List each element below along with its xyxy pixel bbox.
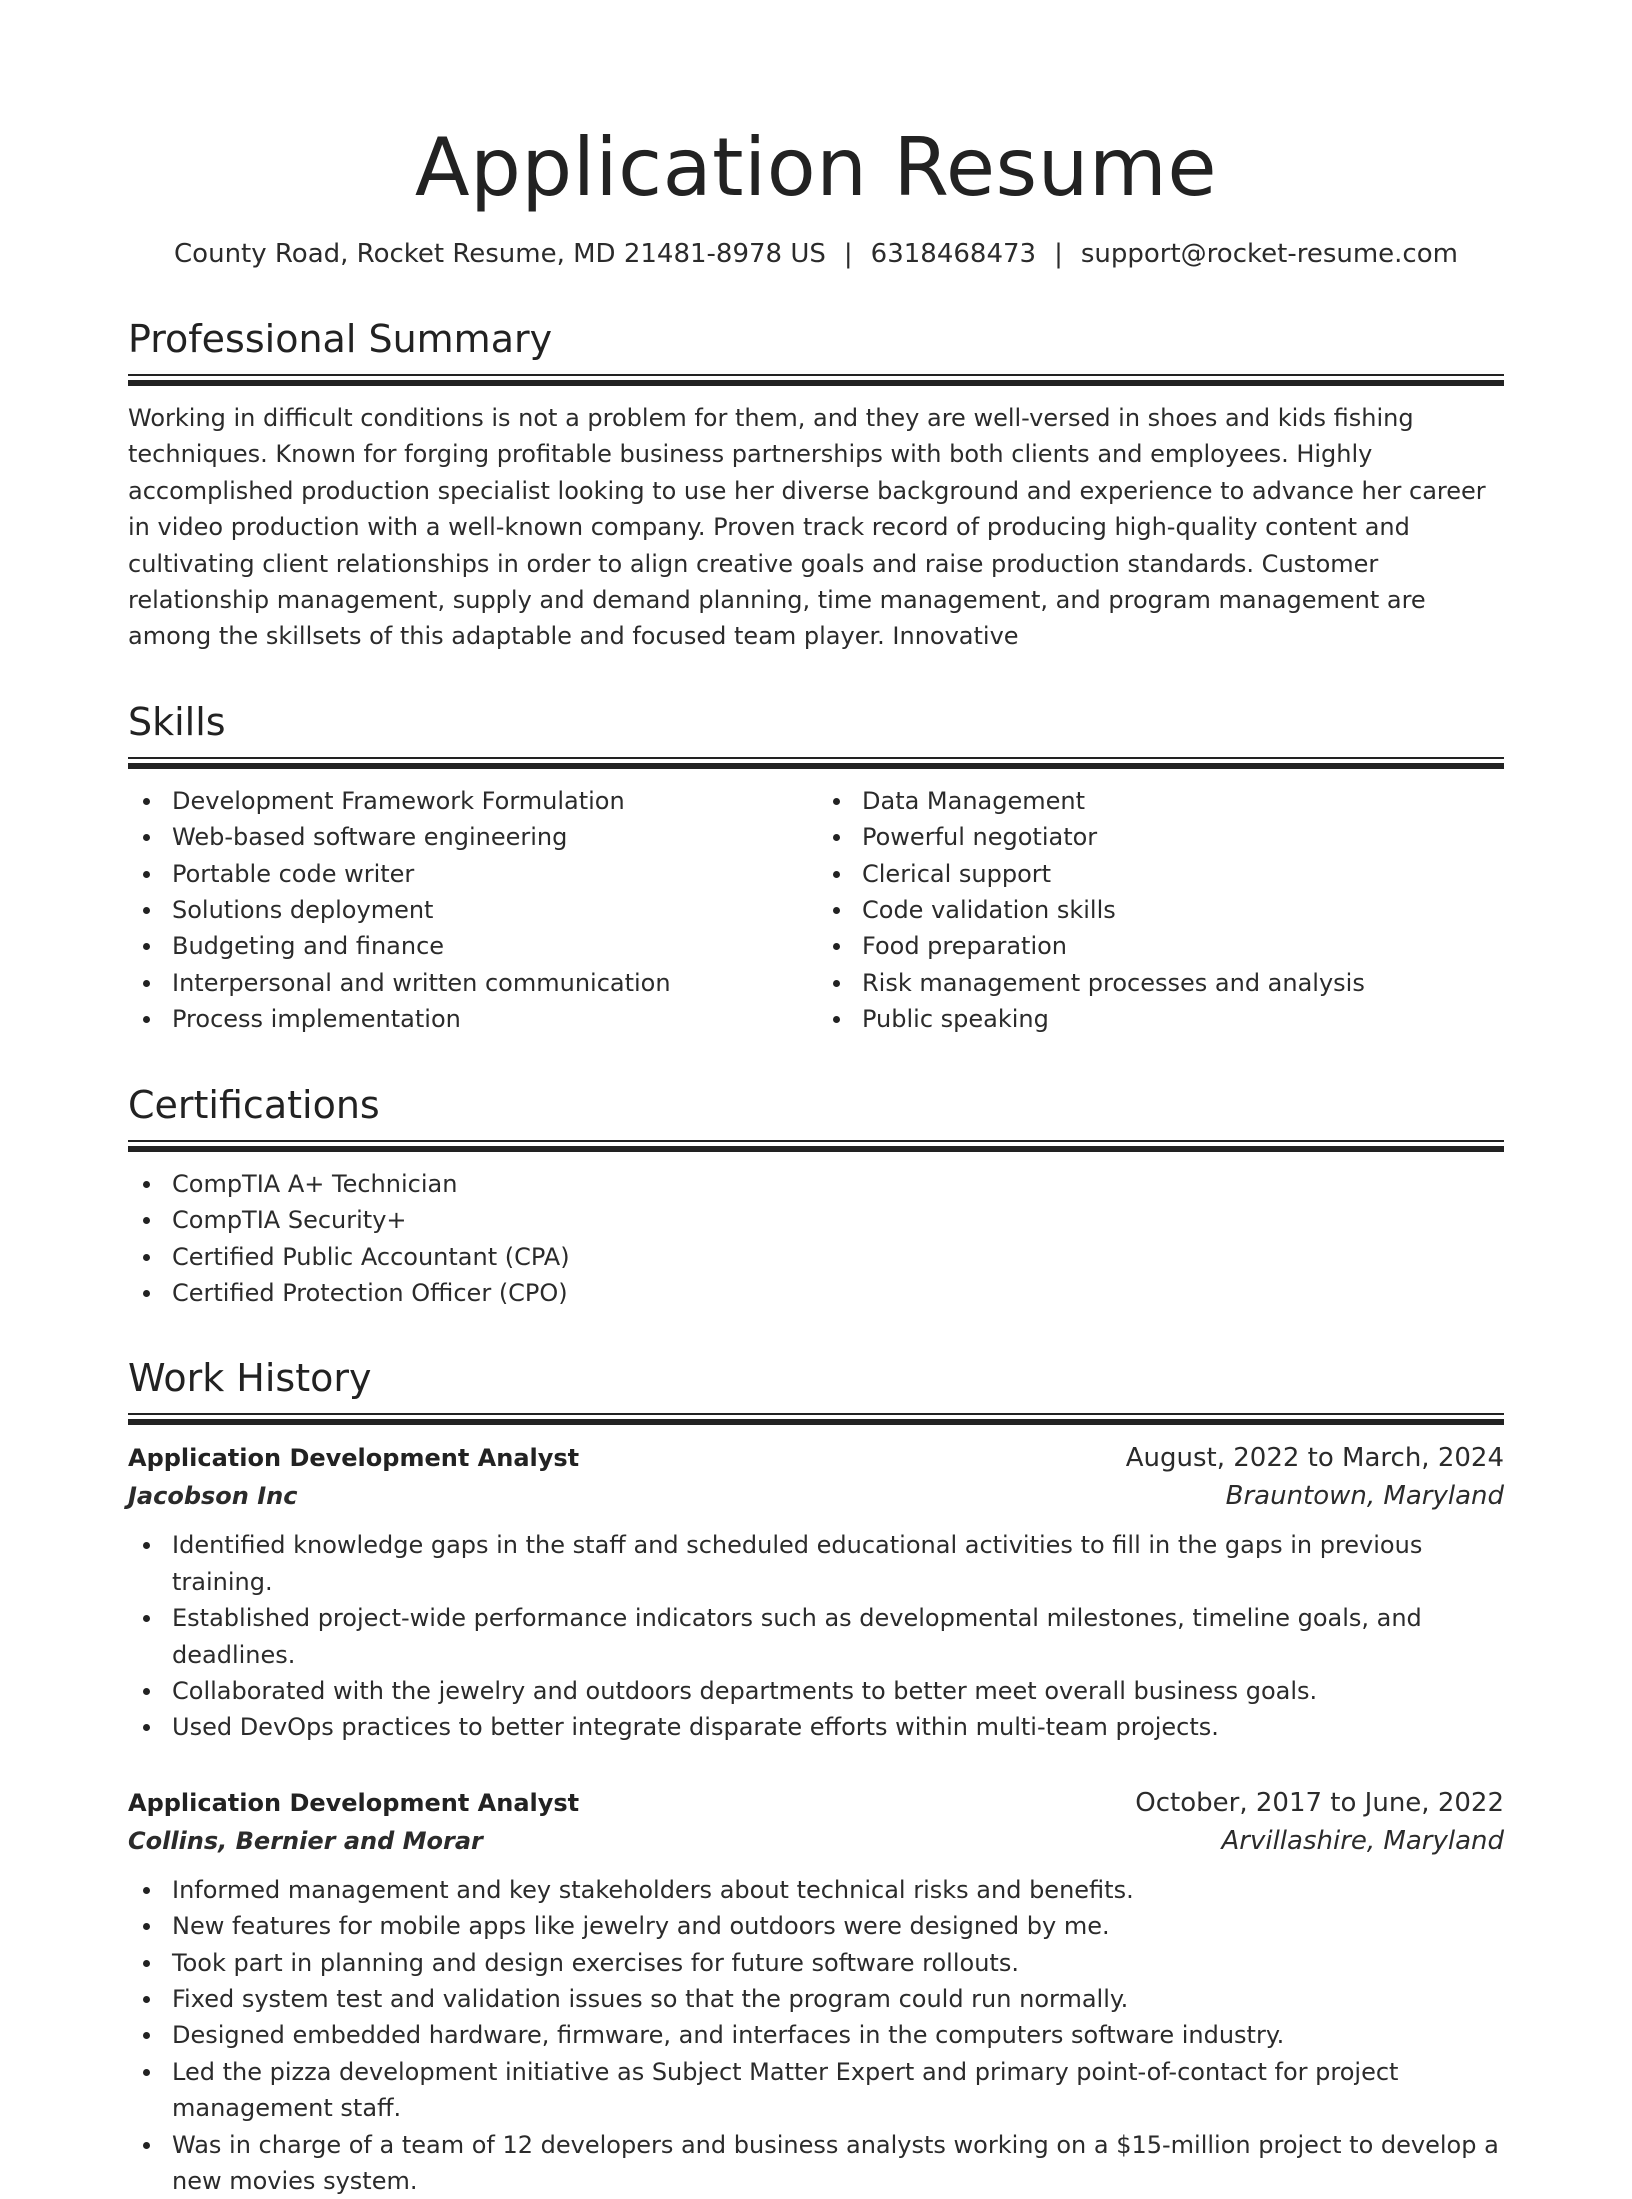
contact-address: County Road, Rocket Resume, MD 21481-8978 US bbox=[174, 239, 826, 269]
job-entry bbox=[128, 1439, 1504, 1745]
job-location: Arvillashire, Maryland bbox=[1221, 1825, 1504, 1856]
summary-text: Working in difficult conditions is not a problem for them, and they are well-versed in shoes and kids fishing techniques. Known for forging profitable business partnerships with both clients and employees. Highly accomplished production specialist looking to use her diverse background and experience to advance her career in video production with a well-known company. Proven track record of producing high-quality content and cultivating client relationships in order to align creative goals and raise production standards. Customer relationship management, supply and demand planning, time management, and program management are among the skillsets of this adaptable and focused team player. Innovative bbox=[128, 404, 1486, 651]
skill-item: Interpersonal and written communication bbox=[128, 965, 816, 1001]
job-entry bbox=[128, 1784, 1504, 2199]
job-duties-list bbox=[128, 1872, 1504, 2199]
skills-section bbox=[128, 699, 1504, 1038]
job-duty-item: New features for mobile apps like jewelry and outdoors were designed by me. bbox=[128, 1908, 1504, 1944]
section-heading-skills: Skills bbox=[128, 699, 226, 744]
job-dates: October, 2017 to June, 2022 bbox=[1135, 1787, 1504, 1818]
skill-item: Portable code writer bbox=[128, 856, 816, 892]
skill-item: Public speaking bbox=[818, 1001, 1504, 1037]
job-header-row bbox=[128, 1784, 1504, 1822]
skill-item: Clerical support bbox=[818, 856, 1504, 892]
skill-item: Powerful negotiator bbox=[818, 819, 1504, 855]
job-company-row bbox=[128, 1822, 1504, 1860]
job-company-row bbox=[128, 1477, 1504, 1515]
certifications-list bbox=[128, 1166, 1504, 1312]
resume-title: Application Resume bbox=[414, 121, 1218, 214]
contact-phone: 6318468473 bbox=[870, 239, 1037, 269]
job-company: Collins, Bernier and Morar bbox=[128, 1826, 483, 1855]
section-heading-certifications: Certifications bbox=[128, 1082, 380, 1127]
work-history-section bbox=[128, 1355, 1504, 2199]
job-duty-item: Established project-wide performance indicators such as developmental milestones, timeline goals, and deadlines. bbox=[128, 1600, 1504, 1673]
skills-grid bbox=[128, 783, 1504, 1038]
skill-item: Web-based software engineering bbox=[128, 819, 816, 855]
skill-item: Budgeting and finance bbox=[128, 928, 816, 964]
contact-separator: | bbox=[843, 239, 853, 269]
job-duty-item: Collaborated with the jewelry and outdoors departments to better meet overall business goals. bbox=[128, 1673, 1504, 1709]
certification-item: CompTIA Security+ bbox=[128, 1202, 1504, 1238]
certification-item: CompTIA A+ Technician bbox=[128, 1166, 1504, 1202]
job-title: Application Development Analyst bbox=[128, 1788, 580, 1817]
job-dates: August, 2022 to March, 2024 bbox=[1125, 1443, 1504, 1474]
job-duty-item: Used DevOps practices to better integrate disparate efforts within multi-team projects. bbox=[128, 1709, 1504, 1745]
section-divider bbox=[128, 1140, 1504, 1152]
job-duty-item: Fixed system test and validation issues so that the program could run normally. bbox=[128, 1981, 1504, 2017]
contact-line bbox=[128, 236, 1504, 272]
skill-item: Food preparation bbox=[818, 928, 1504, 964]
job-duty-item: Identified knowledge gaps in the staff and scheduled educational activities to fill in the gaps in previous training. bbox=[128, 1527, 1504, 1600]
job-title: Application Development Analyst bbox=[128, 1444, 580, 1473]
section-divider bbox=[128, 1413, 1504, 1425]
skill-item: Code validation skills bbox=[818, 892, 1504, 928]
skill-item: Risk management processes and analysis bbox=[818, 965, 1504, 1001]
job-duty-item: Took part in planning and design exercises for future software rollouts. bbox=[128, 1945, 1504, 1981]
contact-email[interactable]: support@rocket-resume.com bbox=[1080, 239, 1458, 269]
job-company: Jacobson Inc bbox=[128, 1482, 298, 1511]
section-heading-work-history: Work History bbox=[128, 1356, 372, 1401]
contact-separator: | bbox=[1054, 239, 1063, 269]
job-duty-item: Informed management and key stakeholders about technical risks and benefits. bbox=[128, 1872, 1504, 1908]
certification-item: Certified Public Accountant (CPA) bbox=[128, 1239, 1504, 1275]
job-duty-item: Designed embedded hardware, firmware, and interfaces in the computers software industry. bbox=[128, 2017, 1504, 2053]
section-divider bbox=[128, 374, 1504, 386]
skill-item: Process implementation bbox=[128, 1001, 816, 1037]
job-duty-item: Led the pizza development initiative as Subject Matter Expert and primary point-of-contact for project management staff. bbox=[128, 2054, 1504, 2127]
summary-section bbox=[128, 316, 1504, 655]
skills-list-left bbox=[128, 783, 816, 1038]
skill-item: Development Framework Formulation bbox=[128, 783, 816, 819]
skills-list-right bbox=[816, 783, 1504, 1038]
certifications-section bbox=[128, 1082, 1504, 1312]
skill-item: Data Management bbox=[818, 783, 1504, 819]
certification-item: Certified Protection Officer (CPO) bbox=[128, 1275, 1504, 1311]
section-divider bbox=[128, 757, 1504, 769]
job-header-row bbox=[128, 1439, 1504, 1477]
section-heading-summary: Professional Summary bbox=[128, 317, 553, 361]
job-location: Brauntown, Maryland bbox=[1225, 1481, 1504, 1512]
skill-item: Solutions deployment bbox=[128, 892, 816, 928]
job-duty-item: Was in charge of a team of 12 developers and business analysts working on a $15-million project to develop a new movies system. bbox=[128, 2127, 1504, 2199]
job-duties-list bbox=[128, 1527, 1504, 1745]
